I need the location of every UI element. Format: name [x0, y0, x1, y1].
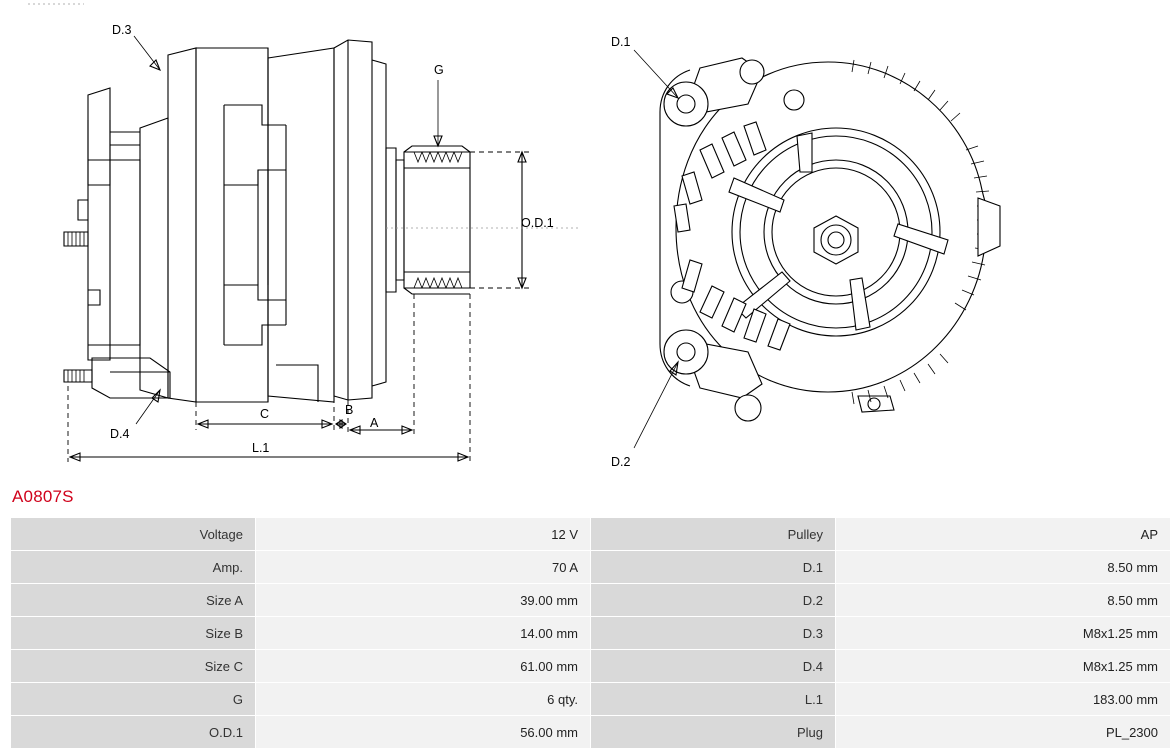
- spec-label: Size B: [11, 617, 256, 650]
- callout-d1: D.1: [611, 35, 631, 49]
- callout-a: A: [370, 416, 379, 430]
- spec-label: D.1: [591, 551, 836, 584]
- spec-label: Size A: [11, 584, 256, 617]
- spec-label: L.1: [591, 683, 836, 716]
- table-row: [11, 584, 1171, 617]
- table-row: [11, 551, 1171, 584]
- spec-value: 56.00 mm: [256, 716, 591, 749]
- spec-label: Voltage: [11, 518, 256, 551]
- callout-c: C: [260, 407, 270, 421]
- table-row: [11, 683, 1171, 716]
- spec-label: O.D.1: [11, 716, 256, 749]
- callout-l1: L.1: [252, 441, 270, 455]
- spec-value: PL_2300: [836, 716, 1171, 749]
- spec-label: D.4: [591, 650, 836, 683]
- callout-g: G: [434, 63, 444, 77]
- table-row: [11, 716, 1171, 749]
- spec-label: Size C: [11, 650, 256, 683]
- spec-value: M8x1.25 mm: [836, 617, 1171, 650]
- spec-label: Amp.: [11, 551, 256, 584]
- spec-value: 70 A: [256, 551, 591, 584]
- callout-d3: D.3: [112, 23, 132, 37]
- spec-value: 14.00 mm: [256, 617, 591, 650]
- callout-b: B: [345, 403, 354, 417]
- spec-value: 8.50 mm: [836, 551, 1171, 584]
- callout-d2: D.2: [611, 455, 631, 469]
- table-row: [11, 650, 1171, 683]
- specifications-table: [10, 517, 1171, 749]
- spec-value: 8.50 mm: [836, 584, 1171, 617]
- spec-label: D.2: [591, 584, 836, 617]
- callout-d4: D.4: [110, 427, 130, 441]
- spec-label: Plug: [591, 716, 836, 749]
- spec-value: AP: [836, 518, 1171, 551]
- spec-label: Pulley: [591, 518, 836, 551]
- part-number: A0807S: [12, 487, 74, 506]
- spec-value: M8x1.25 mm: [836, 650, 1171, 683]
- spec-value: 39.00 mm: [256, 584, 591, 617]
- spec-label: G: [11, 683, 256, 716]
- front-view: [660, 58, 1000, 421]
- spec-label: D.3: [591, 617, 836, 650]
- spec-value: 6 qty.: [256, 683, 591, 716]
- table-row: [11, 617, 1171, 650]
- callout-od1: O.D.1: [521, 216, 554, 230]
- spec-value: 12 V: [256, 518, 591, 551]
- spec-value: 183.00 mm: [836, 683, 1171, 716]
- table-row: [11, 518, 1171, 551]
- spec-value: 61.00 mm: [256, 650, 591, 683]
